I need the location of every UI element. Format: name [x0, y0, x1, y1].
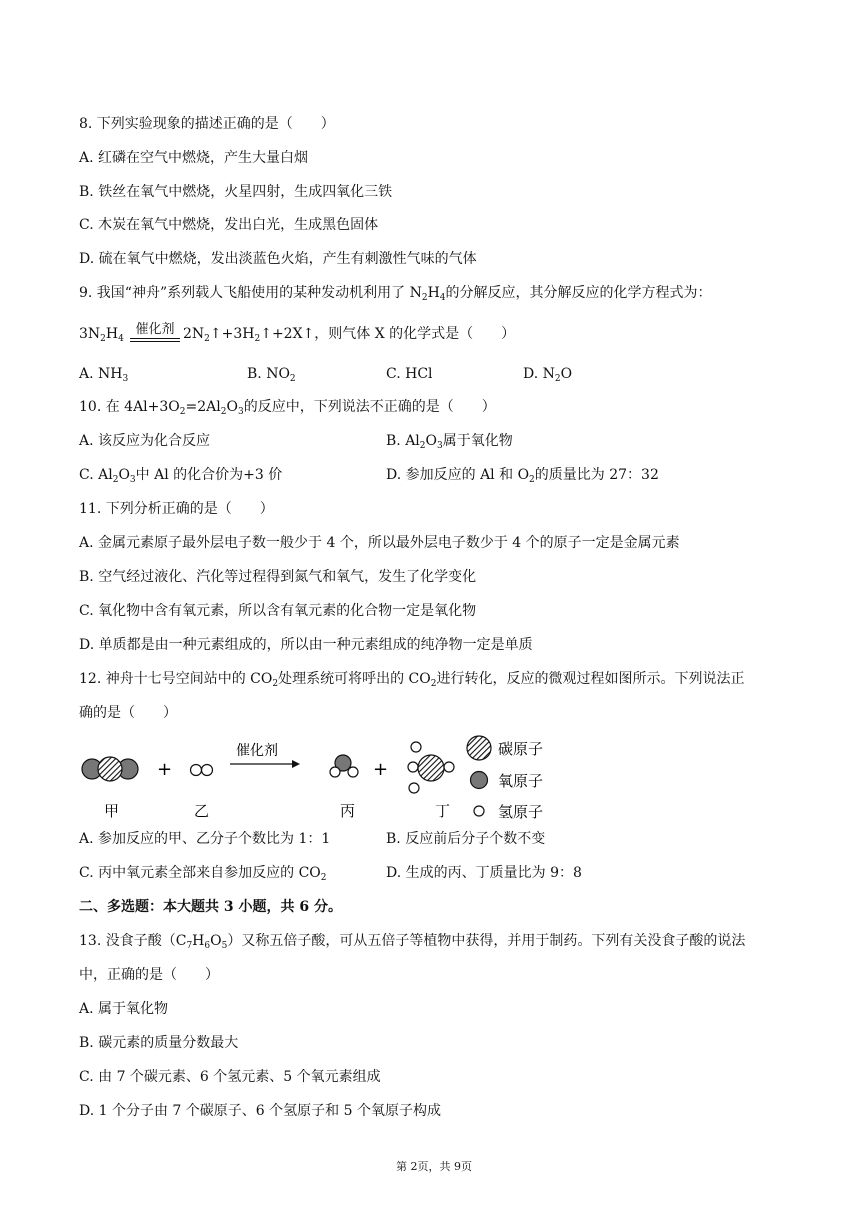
q11-stem: 11. 下列分析正确的是（ ） — [79, 501, 274, 517]
label-jia: 甲 — [104, 802, 120, 820]
q12-reaction-diagram — [70, 730, 570, 825]
q12-option-a: A. 参加反应的甲、乙分子个数比为 1：1 — [79, 831, 331, 847]
q10-option-c: C. $Al_2O_3$中 Al 的化合价为+3 价 — [79, 467, 283, 485]
q12-stem: 12. 神舟十七号空间站中的 $CO_2$处理系统可将呼出的 $CO_2$进行转化，反应的微观过程如图所示。下列说法正 — [79, 671, 745, 689]
q8-option-a: A. 红磷在空气中燃烧，产生大量白烟 — [79, 150, 309, 166]
q12-option-d: D. 生成的丙、丁质量比为 9：8 — [386, 865, 582, 881]
q9-option-c: C. HCl — [386, 366, 433, 382]
q9-option-b: B. $NO_2$ — [247, 366, 296, 384]
label-yi: 乙 — [194, 802, 210, 820]
page-footer: 第 2页，共 9页 — [396, 1160, 472, 1173]
plus-sign: + — [157, 759, 173, 780]
co2-molecule — [82, 757, 138, 781]
plus-sign: + — [373, 759, 389, 780]
q8-option-d: D. 硫在氧气中燃烧，发出淡蓝色火焰，产生有刺激性气味的气体 — [79, 251, 477, 267]
q10-option-b: B. $Al_2O_3$属于氧化物 — [386, 433, 513, 451]
label-ding: 丁 — [435, 802, 451, 820]
label-bing: 丙 — [340, 802, 356, 820]
q11-option-a: A. 金属元素原子最外层电子数一般少于 4 个，所以最外层电子数少于 4 个的原子一定是金属元素 — [79, 535, 680, 551]
q10-option-a: A. 该反应为化合反应 — [79, 433, 211, 449]
legend-oxygen — [471, 772, 544, 791]
q8-option-b: B. 铁丝在氧气中燃烧，火星四射，生成四氧化三铁 — [79, 184, 393, 200]
h2o-molecule — [330, 755, 358, 777]
ch4-molecule — [408, 742, 454, 793]
diagram-catalyst-label: 催化剂 — [236, 743, 278, 759]
q9-stem: 9. 我国“神舟”系列载人飞船使用的某种发动机利用了 $N_2H_4$的分解反应，其分解反应的化学方程式为： — [79, 285, 712, 303]
q13-option-a: A. 属于氧化物 — [79, 1001, 169, 1017]
q10-stem: 10. 在 $4Al+3O_2=2Al_2O_3$的反应中，下列说法不正确的是（ ） — [79, 399, 496, 417]
legend-carbon — [467, 736, 543, 760]
svg-text:氧原子: 氧原子 — [498, 772, 544, 790]
q9-catalyst-label: 催化剂 — [135, 322, 175, 337]
q9-option-d: D. $N_2O$ — [523, 366, 573, 384]
q13-stem-line2: 中，正确的是（ ） — [79, 967, 219, 983]
q13-stem: 13. 没食子酸$(C_7H_6O_5)$又称五倍子酸，可从五倍子等植物中获得，并用于制药。下列有关没食子酸的说法 — [79, 933, 746, 951]
q13-option-d: D. 1 个分子由 7 个碳原子、6 个氢原子和 5 个氧原子构成 — [79, 1103, 441, 1119]
q8-option-c: C. 木炭在氧气中燃烧，发出白光，生成黑色固体 — [79, 217, 379, 233]
q11-option-c: C. 氧化物中含有氧元素，所以含有氧元素的化合物一定是氧化物 — [79, 603, 477, 619]
svg-text:氢原子: 氢原子 — [498, 803, 544, 821]
q9-equation-products: $2N_2↑+3H_2↑+2X↑$，则气体 X 的化学式是（ ） — [183, 326, 516, 344]
section-heading-multiple-choice: 二、多选题：本大题共 3 小题，共 6 分。 — [79, 899, 342, 915]
q12-option-c: C. 丙中氧元素全部来自参加反应的 $CO_2$ — [79, 865, 327, 883]
q12-stem-line2: 确的是（ ） — [79, 705, 177, 721]
q9-option-a: A. $NH_3$ — [79, 366, 129, 384]
q13-option-b: B. 碳元素的质量分数最大 — [79, 1035, 239, 1051]
q10-option-d: D. 参加反应的 Al 和 $O_2$的质量比为 27：32 — [386, 467, 659, 485]
q9-catalyst-arrow — [79, 318, 177, 348]
q8-stem: 8. 下列实验现象的描述正确的是（ ） — [79, 116, 335, 132]
q11-option-d: D. 单质都是由一种元素组成的，所以由一种元素组成的纯净物一定是单质 — [79, 637, 533, 653]
svg-text:碳原子: 碳原子 — [498, 740, 544, 758]
q13-option-c: C. 由 7 个碳元素、6 个氢元素、5 个氧元素组成 — [79, 1069, 381, 1085]
h2-molecule — [191, 765, 213, 776]
reaction-arrow — [230, 760, 300, 768]
q12-option-b: B. 反应前后分子个数不变 — [386, 831, 546, 847]
q11-option-b: B. 空气经过液化、汽化等过程得到氮气和氧气，发生了化学变化 — [79, 569, 477, 585]
q9-equation: $3N_2H_4$ — [79, 326, 124, 344]
legend-hydrogen — [474, 803, 543, 821]
